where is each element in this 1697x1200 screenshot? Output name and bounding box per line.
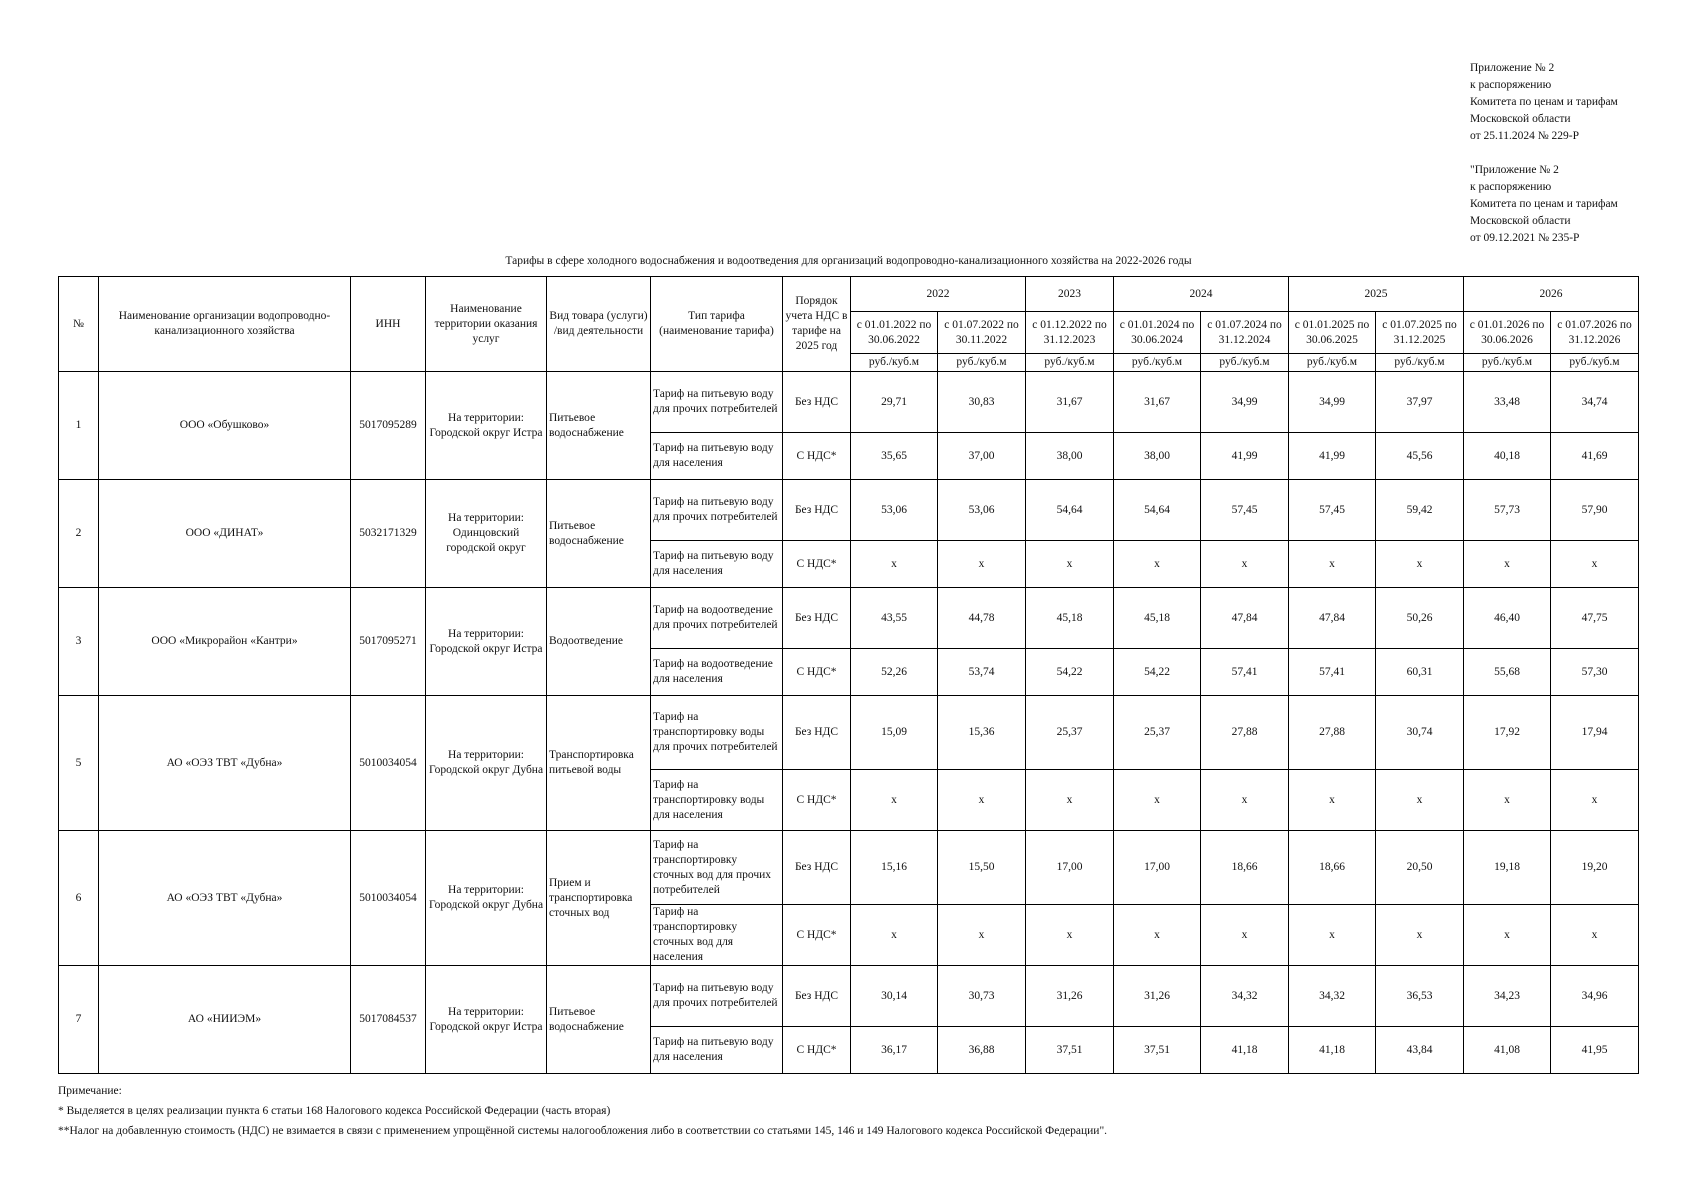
tariff-value: 15,36 bbox=[938, 696, 1026, 770]
tariff-value: 41,08 bbox=[1464, 1027, 1551, 1074]
tariff-value: 57,41 bbox=[1289, 649, 1376, 696]
note-vat-exemption: **Налог на добавленную стоимость (НДС) не взимается в связи с применением упрощённой системы налогообложения либо в соответствии со статьями 145, 146 и 149 Налогового кодекса Российской Федерации". bbox=[58, 1125, 1108, 1137]
tariff-value: 19,18 bbox=[1464, 831, 1551, 905]
tariff-value: 57,45 bbox=[1201, 480, 1289, 541]
tariff-value: 54,22 bbox=[1026, 649, 1114, 696]
tariff-value: x bbox=[938, 541, 1026, 588]
tariff-value: x bbox=[1376, 541, 1464, 588]
header-unit: руб./куб.м bbox=[1026, 354, 1114, 372]
org-number: 1 bbox=[59, 372, 99, 480]
header-year: 2026 bbox=[1464, 277, 1639, 312]
tariff-value: 30,14 bbox=[851, 966, 938, 1027]
header-activity: Вид товара (услуги) /вид деятельности bbox=[547, 277, 651, 372]
tariff-value: 34,99 bbox=[1201, 372, 1289, 433]
tariff-value: 31,26 bbox=[1114, 966, 1201, 1027]
tariff-value: 15,09 bbox=[851, 696, 938, 770]
vat-mode: С НДС* bbox=[783, 770, 851, 831]
org-number: 7 bbox=[59, 966, 99, 1074]
tariff-value: 15,16 bbox=[851, 831, 938, 905]
tariff-value: 57,45 bbox=[1289, 480, 1376, 541]
tariff-value: x bbox=[1026, 770, 1114, 831]
tariff-value: 41,95 bbox=[1551, 1027, 1639, 1074]
tariff-value: 34,32 bbox=[1289, 966, 1376, 1027]
org-inn: 5010034054 bbox=[351, 831, 426, 966]
tariff-value: 52,26 bbox=[851, 649, 938, 696]
appendix-line: Московской области bbox=[1470, 113, 1571, 125]
header-period: с 01.07.2022 по 30.11.2022 bbox=[938, 312, 1026, 354]
header-period: с 01.07.2025 по 31.12.2025 bbox=[1376, 312, 1464, 354]
tariff-value: 35,65 bbox=[851, 433, 938, 480]
tariff-type: Тариф на водоотведение для населения bbox=[651, 649, 783, 696]
tariff-value: x bbox=[1114, 541, 1201, 588]
tariff-value: 25,37 bbox=[1026, 696, 1114, 770]
appendix-header-original bbox=[1470, 162, 1685, 247]
tariff-value: 57,41 bbox=[1201, 649, 1289, 696]
appendix-line: к распоряжению bbox=[1470, 79, 1552, 91]
tariff-value: x bbox=[1114, 770, 1201, 831]
header-unit: руб./куб.м bbox=[1376, 354, 1464, 372]
org-number: 6 bbox=[59, 831, 99, 966]
table-row bbox=[59, 588, 1639, 649]
tariff-value: 57,73 bbox=[1464, 480, 1551, 541]
tariff-type: Тариф на транспортировку сточных вод для населения bbox=[651, 905, 783, 966]
tariff-value: x bbox=[1201, 541, 1289, 588]
tariff-value: x bbox=[938, 770, 1026, 831]
org-activity: Водоотведение bbox=[547, 588, 651, 696]
tariff-value: 40,18 bbox=[1464, 433, 1551, 480]
note-vat-allocation: * Выделяется в целях реализации пункта 6 статьи 168 Налогового кодекса Российской Федерации (часть вторая) bbox=[58, 1105, 611, 1117]
header-year: 2023 bbox=[1026, 277, 1114, 312]
tariff-value: 27,88 bbox=[1289, 696, 1376, 770]
appendix-line: от 25.11.2024 № 229-Р bbox=[1470, 130, 1580, 142]
tariff-value: 18,66 bbox=[1289, 831, 1376, 905]
tariff-value: 57,30 bbox=[1551, 649, 1639, 696]
tariff-value: 34,99 bbox=[1289, 372, 1376, 433]
tariff-value: x bbox=[851, 770, 938, 831]
tariffs-table bbox=[58, 276, 1639, 1074]
appendix-line: к распоряжению bbox=[1470, 181, 1552, 193]
tariff-value: 41,18 bbox=[1289, 1027, 1376, 1074]
tariff-value: 60,31 bbox=[1376, 649, 1464, 696]
vat-mode: С НДС* bbox=[783, 1027, 851, 1074]
org-activity: Питьевое водоснабжение bbox=[547, 372, 651, 480]
tariff-value: 44,78 bbox=[938, 588, 1026, 649]
tariff-value: x bbox=[1201, 770, 1289, 831]
tariff-value: 33,48 bbox=[1464, 372, 1551, 433]
tariff-value: 41,99 bbox=[1289, 433, 1376, 480]
tariff-value: x bbox=[938, 905, 1026, 966]
appendix-line: Московской области bbox=[1470, 215, 1571, 227]
org-activity: Транспортировка питьевой воды bbox=[547, 696, 651, 831]
tariff-value: x bbox=[1376, 905, 1464, 966]
tariff-value: 53,06 bbox=[851, 480, 938, 541]
header-year: 2024 bbox=[1114, 277, 1289, 312]
tariff-value: 31,26 bbox=[1026, 966, 1114, 1027]
tariff-value: x bbox=[1464, 770, 1551, 831]
tariff-value: 30,73 bbox=[938, 966, 1026, 1027]
tariff-value: 38,00 bbox=[1026, 433, 1114, 480]
tariff-value: 20,50 bbox=[1376, 831, 1464, 905]
header-unit: руб./куб.м bbox=[1114, 354, 1201, 372]
org-inn: 5010034054 bbox=[351, 696, 426, 831]
tariff-value: 50,26 bbox=[1376, 588, 1464, 649]
org-name: АО «ОЭЗ ТВТ «Дубна» bbox=[99, 831, 351, 966]
tariff-value: x bbox=[1114, 905, 1201, 966]
tariff-value: x bbox=[1464, 541, 1551, 588]
org-territory: На территории: Городской округ Дубна bbox=[426, 831, 547, 966]
tariff-value: 47,84 bbox=[1201, 588, 1289, 649]
header-period: с 01.01.2026 по 30.06.2026 bbox=[1464, 312, 1551, 354]
tariff-value: x bbox=[851, 905, 938, 966]
vat-mode: Без НДС bbox=[783, 372, 851, 433]
table-row bbox=[59, 372, 1639, 433]
tariff-type: Тариф на транспортировку воды для населения bbox=[651, 770, 783, 831]
tariff-value: 15,50 bbox=[938, 831, 1026, 905]
tariff-value: 47,75 bbox=[1551, 588, 1639, 649]
header-inn: ИНН bbox=[351, 277, 426, 372]
tariff-value: 53,06 bbox=[938, 480, 1026, 541]
header-unit: руб./куб.м bbox=[1201, 354, 1289, 372]
tariff-value: 17,94 bbox=[1551, 696, 1639, 770]
tariff-value: 55,68 bbox=[1464, 649, 1551, 696]
org-name: ООО «Микрорайон «Кантри» bbox=[99, 588, 351, 696]
org-activity: Питьевое водоснабжение bbox=[547, 480, 651, 588]
notes-heading: Примечание: bbox=[58, 1085, 122, 1097]
tariff-value: 54,64 bbox=[1026, 480, 1114, 541]
vat-mode: Без НДС bbox=[783, 480, 851, 541]
org-territory: На территории: Одинцовский городской округ bbox=[426, 480, 547, 588]
tariff-value: 53,74 bbox=[938, 649, 1026, 696]
notes-section bbox=[58, 1081, 1107, 1141]
appendix-line: Приложение № 2 bbox=[1470, 62, 1555, 74]
org-activity: Прием и транспортировка сточных вод bbox=[547, 831, 651, 966]
tariff-value: 54,22 bbox=[1114, 649, 1201, 696]
org-territory: На территории: Городской округ Истра bbox=[426, 588, 547, 696]
header-vat: Порядок учета НДС в тарифе на 2025 год bbox=[783, 277, 851, 372]
table-row bbox=[59, 831, 1639, 905]
tariff-value: x bbox=[1551, 770, 1639, 831]
tariff-value: 31,67 bbox=[1026, 372, 1114, 433]
tariff-value: 45,56 bbox=[1376, 433, 1464, 480]
header-period: с 01.01.2025 по 30.06.2025 bbox=[1289, 312, 1376, 354]
org-name: АО «ОЭЗ ТВТ «Дубна» bbox=[99, 696, 351, 831]
org-territory: На территории: Городской округ Истра bbox=[426, 372, 547, 480]
tariff-value: 29,71 bbox=[851, 372, 938, 433]
tariff-value: 37,00 bbox=[938, 433, 1026, 480]
table-row bbox=[59, 696, 1639, 770]
header-unit: руб./куб.м bbox=[938, 354, 1026, 372]
vat-mode: С НДС* bbox=[783, 433, 851, 480]
org-name: ООО «Обушково» bbox=[99, 372, 351, 480]
tariff-value: 59,42 bbox=[1376, 480, 1464, 541]
tariff-value: x bbox=[1026, 541, 1114, 588]
header-year: 2025 bbox=[1289, 277, 1464, 312]
header-period: с 01.01.2022 по 30.06.2022 bbox=[851, 312, 938, 354]
tariff-value: 34,96 bbox=[1551, 966, 1639, 1027]
tariff-value: 43,84 bbox=[1376, 1027, 1464, 1074]
tariff-type: Тариф на питьевую воду для прочих потребителей bbox=[651, 480, 783, 541]
tariff-value: 25,37 bbox=[1114, 696, 1201, 770]
tariff-value: 37,97 bbox=[1376, 372, 1464, 433]
tariff-value: 36,53 bbox=[1376, 966, 1464, 1027]
org-inn: 5017095289 bbox=[351, 372, 426, 480]
tariff-value: 18,66 bbox=[1201, 831, 1289, 905]
header-unit: руб./куб.м bbox=[851, 354, 938, 372]
appendix-line: "Приложение № 2 bbox=[1470, 164, 1559, 176]
tariff-value: 36,17 bbox=[851, 1027, 938, 1074]
tariff-value: 41,99 bbox=[1201, 433, 1289, 480]
header-territory: Наименование территории оказания услуг bbox=[426, 277, 547, 372]
tariff-value: 45,18 bbox=[1026, 588, 1114, 649]
document-title: Тарифы в сфере холодного водоснабжения и водоотведения для организаций водопроводно-канализационного хозяйства на 2022-2026 годы bbox=[505, 255, 1192, 267]
tariff-value: 38,00 bbox=[1114, 433, 1201, 480]
header-period: с 01.07.2024 по 31.12.2024 bbox=[1201, 312, 1289, 354]
tariff-value: 46,40 bbox=[1464, 588, 1551, 649]
vat-mode: Без НДС bbox=[783, 831, 851, 905]
org-number: 2 bbox=[59, 480, 99, 588]
tariff-value: x bbox=[1551, 905, 1639, 966]
tariff-value: 17,92 bbox=[1464, 696, 1551, 770]
tariff-value: 31,67 bbox=[1114, 372, 1201, 433]
header-period: с 01.01.2024 по 30.06.2024 bbox=[1114, 312, 1201, 354]
tariff-value: 34,32 bbox=[1201, 966, 1289, 1027]
vat-mode: С НДС* bbox=[783, 905, 851, 966]
tariff-value: 36,88 bbox=[938, 1027, 1026, 1074]
org-inn: 5017084537 bbox=[351, 966, 426, 1074]
tariff-value: 47,84 bbox=[1289, 588, 1376, 649]
header-period: с 01.07.2026 по 31.12.2026 bbox=[1551, 312, 1639, 354]
tariff-value: 30,74 bbox=[1376, 696, 1464, 770]
tariff-value: 17,00 bbox=[1026, 831, 1114, 905]
tariff-value: 37,51 bbox=[1114, 1027, 1201, 1074]
table-row bbox=[59, 966, 1639, 1027]
tariff-value: x bbox=[1026, 905, 1114, 966]
vat-mode: Без НДС bbox=[783, 696, 851, 770]
tariff-value: 34,23 bbox=[1464, 966, 1551, 1027]
header-period: с 01.12.2022 по 31.12.2023 bbox=[1026, 312, 1114, 354]
vat-mode: Без НДС bbox=[783, 588, 851, 649]
tariff-value: 57,90 bbox=[1551, 480, 1639, 541]
header-unit: руб./куб.м bbox=[1289, 354, 1376, 372]
appendix-line: Комитета по ценам и тарифам bbox=[1470, 198, 1618, 210]
appendix-header-current bbox=[1470, 60, 1685, 145]
tariff-value: 34,74 bbox=[1551, 372, 1639, 433]
tariff-type: Тариф на питьевую воду для прочих потребителей bbox=[651, 966, 783, 1027]
org-name: ООО «ДИНАТ» bbox=[99, 480, 351, 588]
header-unit: руб./куб.м bbox=[1464, 354, 1551, 372]
vat-mode: С НДС* bbox=[783, 649, 851, 696]
tariff-value: 54,64 bbox=[1114, 480, 1201, 541]
tariff-type: Тариф на транспортировку сточных вод для прочих потребителей bbox=[651, 831, 783, 905]
tariff-type: Тариф на транспортировку воды для прочих потребителей bbox=[651, 696, 783, 770]
appendix-line: Комитета по ценам и тарифам bbox=[1470, 96, 1618, 108]
tariff-type: Тариф на питьевую воду для населения bbox=[651, 541, 783, 588]
tariff-value: 30,83 bbox=[938, 372, 1026, 433]
tariff-type: Тариф на питьевую воду для населения bbox=[651, 1027, 783, 1074]
tariff-value: x bbox=[1464, 905, 1551, 966]
tariff-value: 41,18 bbox=[1201, 1027, 1289, 1074]
appendix-line: от 09.12.2021 № 235-Р bbox=[1470, 232, 1580, 244]
header-year: 2022 bbox=[851, 277, 1026, 312]
tariff-value: x bbox=[1289, 770, 1376, 831]
org-inn: 5032171329 bbox=[351, 480, 426, 588]
org-number: 5 bbox=[59, 696, 99, 831]
tariff-value: x bbox=[1201, 905, 1289, 966]
tariff-value: 19,20 bbox=[1551, 831, 1639, 905]
tariff-value: 37,51 bbox=[1026, 1027, 1114, 1074]
tariff-value: 41,69 bbox=[1551, 433, 1639, 480]
tariff-value: x bbox=[1551, 541, 1639, 588]
tariff-value: x bbox=[1289, 905, 1376, 966]
tariff-value: 27,88 bbox=[1201, 696, 1289, 770]
org-name: АО «НИИЭМ» bbox=[99, 966, 351, 1074]
org-number: 3 bbox=[59, 588, 99, 696]
org-territory: На территории: Городской округ Истра bbox=[426, 966, 547, 1074]
vat-mode: С НДС* bbox=[783, 541, 851, 588]
tariff-type: Тариф на водоотведение для прочих потребителей bbox=[651, 588, 783, 649]
tariff-value: 17,00 bbox=[1114, 831, 1201, 905]
tariff-value: 45,18 bbox=[1114, 588, 1201, 649]
header-unit: руб./куб.м bbox=[1551, 354, 1639, 372]
org-territory: На территории: Городской округ Дубна bbox=[426, 696, 547, 831]
header-tariff-type: Тип тарифа (наименование тарифа) bbox=[651, 277, 783, 372]
tariff-value: 43,55 bbox=[851, 588, 938, 649]
tariff-value: x bbox=[1289, 541, 1376, 588]
tariff-type: Тариф на питьевую воду для населения bbox=[651, 433, 783, 480]
header-number: № bbox=[59, 277, 99, 372]
header-organization: Наименование организации водопроводно-канализационного хозяйства bbox=[99, 277, 351, 372]
tariff-type: Тариф на питьевую воду для прочих потребителей bbox=[651, 372, 783, 433]
org-activity: Питьевое водоснабжение bbox=[547, 966, 651, 1074]
org-inn: 5017095271 bbox=[351, 588, 426, 696]
vat-mode: Без НДС bbox=[783, 966, 851, 1027]
tariff-value: x bbox=[851, 541, 938, 588]
table-row bbox=[59, 480, 1639, 541]
tariff-value: x bbox=[1376, 770, 1464, 831]
